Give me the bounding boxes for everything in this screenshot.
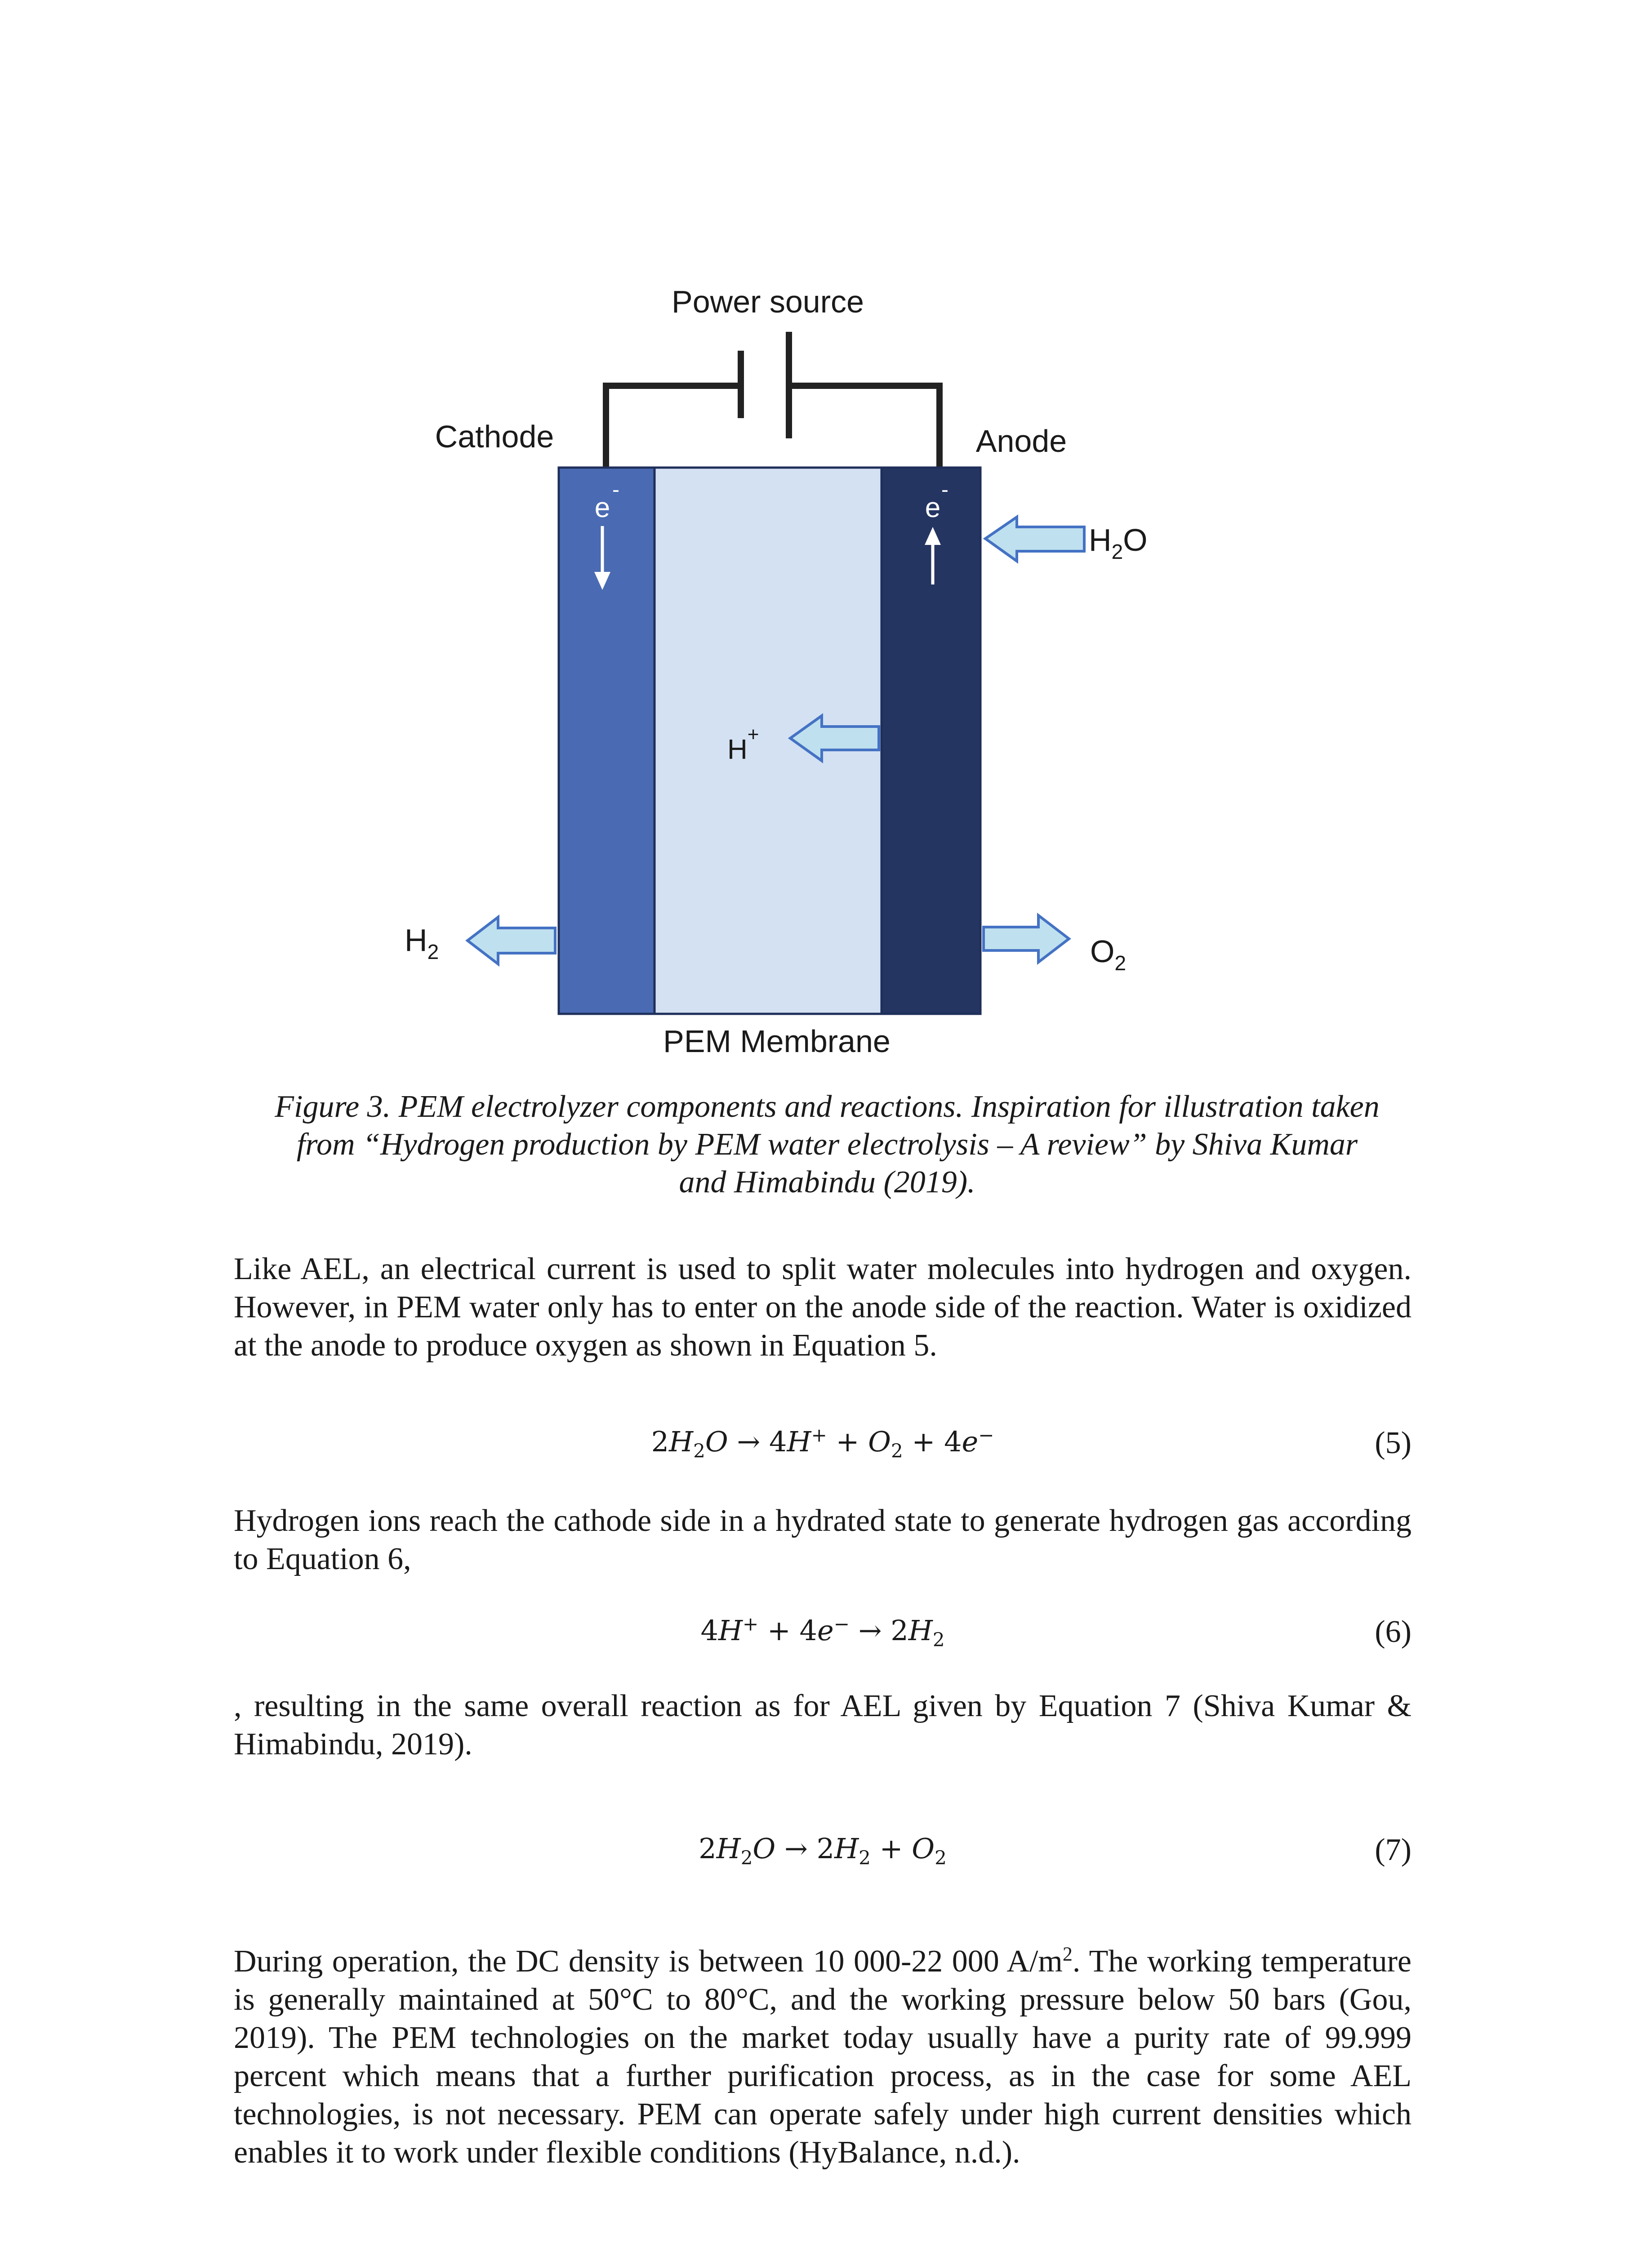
hydrogen-outflow-arrow (468, 917, 555, 964)
equation-7 (234, 1832, 1412, 1873)
anode-electron-charge: - (941, 478, 948, 502)
membrane-label: PEM Membrane (663, 1024, 891, 1057)
oxygen-label: $O_2$ (1090, 934, 1127, 975)
cathode-label: Cathode (435, 419, 554, 454)
paragraph-4-superscript: 2 (1062, 1943, 1073, 1965)
equation-5-number: (5) (1375, 1426, 1412, 1460)
equation-6 (234, 1614, 1412, 1655)
power-source-label: Power source (672, 284, 864, 319)
anode-electron-label: e (925, 492, 941, 523)
water-label: $H_2O$ (1089, 522, 1148, 563)
pem-electrolyzer-diagram (0, 0, 1652, 1057)
oxygen-outflow-arrow (984, 915, 1069, 962)
equation-7-formula: $2H_2O \to 2H_2 + O_2$ (699, 1832, 947, 1869)
equation-5-formula: $2H_2O \to 4H^+ + O_2 + 4e^-$ (651, 1424, 994, 1462)
caption-line-1: Figure 3. PEM electrolyzer components and reactions. Inspiration for illustration taken (275, 1089, 1380, 1124)
water-inflow-arrow (985, 517, 1084, 561)
paragraph-4-part-b: . The working temperature is generally maintained at 50°C to 80°C, and the working pressure below 50 bars (Gou, 2019). The PEM technologies on the market today usually have a purity rate of 99.999 percent which means that a further purification process, as in the case for some AEL technologies, is not necessary. PEM can operate safely under high current densities which enables it to work under flexible conditions (HyBalance, n.d.). (234, 1944, 1412, 2170)
equation-6-formula: $4H^+ + 4e^- \to 2H_2$ (700, 1613, 945, 1651)
equation-7-number: (7) (1375, 1833, 1412, 1867)
anode-layer (882, 468, 980, 1014)
hydrogen-label: $H_2$ (405, 923, 439, 963)
cathode-electron-label: e (594, 492, 610, 523)
cathode-layer (559, 468, 655, 1014)
equation-5 (234, 1425, 1412, 1466)
paragraph-3: , resulting in the same overall reaction as for AEL given by Equation 7 (Shiva Kumar & Himabindu, 2019). (234, 1689, 1412, 1762)
equation-6-number: (6) (1375, 1615, 1412, 1649)
circuit-wires (606, 332, 940, 468)
paragraph-1: Like AEL, an electrical current is used to split water molecules into hydrogen and oxygen. However, in PEM water only has to enter on the anode side of the reaction. Water is oxidized at the anode to produce oxygen as shown in Equation 5. (234, 1252, 1412, 1363)
anode-label: Anode (975, 424, 1067, 459)
figure-caption (225, 1088, 1429, 1201)
paragraph-4-part-a: During operation, the DC density is between 10 000-22 000 A/m (234, 1944, 1063, 1979)
caption-line-3: and Himabindu (2019). (679, 1165, 975, 1200)
cathode-electron-charge: - (612, 478, 619, 502)
paragraph-4 (234, 1942, 1412, 2172)
paragraph-2: Hydrogen ions reach the cathode side in a hydrated state to generate hydrogen gas according to Equation 6, (234, 1503, 1412, 1576)
caption-line-2: from “Hydrogen production by PEM water electrolysis – A review” by Shiva Kumar (296, 1127, 1358, 1162)
proton-label: H+ (727, 723, 759, 765)
